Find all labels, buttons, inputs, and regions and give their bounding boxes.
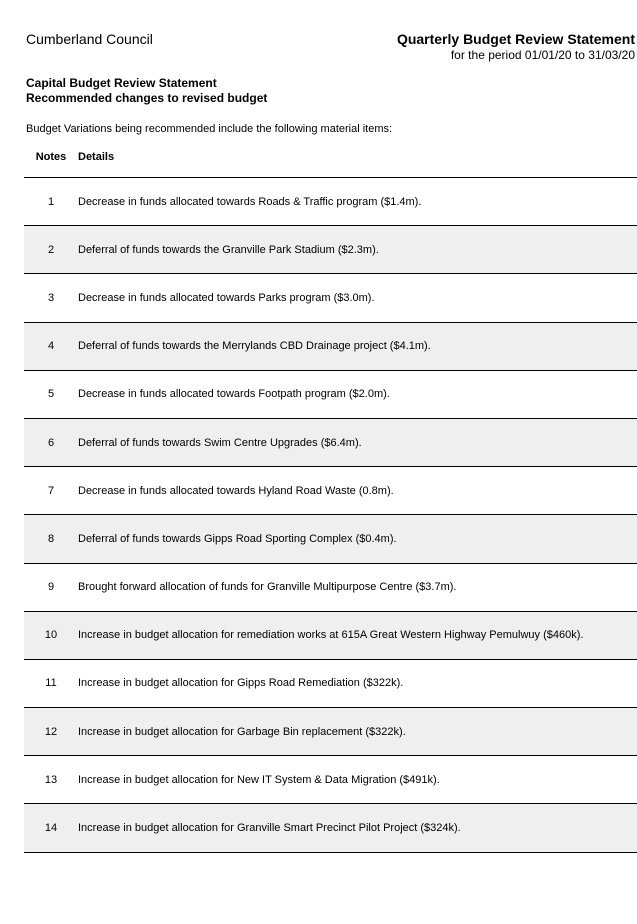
- table-row: [24, 804, 637, 852]
- note-detail: Deferral of funds towards the Granville Park Stadium ($2.3m).: [78, 243, 379, 256]
- note-detail: Decrease in funds allocated towards Hyland Road Waste (0.8m).: [78, 484, 394, 497]
- table-body: [24, 178, 637, 853]
- note-detail: Decrease in funds allocated towards Parks program ($3.0m).: [78, 291, 375, 304]
- note-number: 5: [47, 388, 55, 401]
- note-detail: Deferral of funds towards Swim Centre Upgrades ($6.4m).: [78, 436, 362, 449]
- note-detail: Increase in budget allocation for New IT System & Data Migration ($491k).: [78, 773, 440, 786]
- note-detail: Brought forward allocation of funds for Granville Multipurpose Centre ($3.7m).: [78, 581, 457, 594]
- note-detail: Increase in budget allocation for Garbage Bin replacement ($322k).: [78, 725, 406, 738]
- note-detail: Deferral of funds towards the Merrylands CBD Drainage project ($4.1m).: [78, 340, 431, 353]
- variations-table: [24, 145, 637, 853]
- note-number: 8: [47, 532, 55, 545]
- statement-period: for the period 01/01/20 to 31/03/20: [450, 48, 635, 62]
- note-number: 12: [44, 725, 58, 738]
- table-row: [24, 612, 637, 660]
- note-number: 6: [47, 436, 55, 449]
- table-row: [24, 660, 637, 708]
- table-row: [24, 274, 637, 322]
- note-number: 7: [47, 484, 55, 497]
- table-row: [24, 467, 637, 515]
- note-number: 14: [44, 822, 58, 835]
- column-header-notes: Notes: [35, 151, 67, 163]
- note-detail: Decrease in funds allocated towards Roads & Traffic program ($1.4m).: [78, 195, 422, 208]
- table-row: [24, 226, 637, 274]
- note-detail: Increase in budget allocation for remediation works at 615A Great Western Highway Pemulwuy ($460k).: [78, 629, 584, 642]
- note-number: 10: [44, 629, 58, 642]
- council-name: Cumberland Council: [26, 31, 153, 47]
- note-number: 9: [47, 581, 55, 594]
- statement-title: Quarterly Budget Review Statement: [396, 31, 635, 47]
- table-row: [24, 708, 637, 756]
- table-row: [24, 323, 637, 371]
- note-detail: Increase in budget allocation for Granville Smart Precinct Pilot Project ($324k).: [78, 822, 461, 835]
- note-detail: Deferral of funds towards Gipps Road Sporting Complex ($0.4m).: [78, 532, 397, 545]
- section-headings: [26, 76, 267, 106]
- table-row: [24, 515, 637, 563]
- section-heading-primary: Capital Budget Review Statement: [26, 76, 217, 90]
- table-row: [24, 178, 637, 226]
- table-header: [24, 145, 637, 178]
- note-number: 4: [47, 340, 55, 353]
- note-detail: Decrease in funds allocated towards Footpath program ($2.0m).: [78, 388, 390, 401]
- table-row: [24, 419, 637, 467]
- intro-text: Budget Variations being recommended include the following material items:: [26, 123, 393, 135]
- table-row: [24, 564, 637, 612]
- note-number: 13: [44, 773, 58, 786]
- note-number: 11: [45, 677, 57, 690]
- note-detail: Increase in budget allocation for Gipps Road Remediation ($322k).: [78, 677, 404, 690]
- column-header-details: Details: [78, 151, 115, 163]
- section-heading-secondary: Recommended changes to revised budget: [26, 91, 268, 105]
- table-row: [24, 371, 637, 419]
- note-number: 3: [47, 291, 55, 304]
- table-row: [24, 756, 637, 804]
- statement-header: [397, 31, 635, 63]
- note-number: 1: [47, 195, 55, 208]
- note-number: 2: [47, 243, 55, 256]
